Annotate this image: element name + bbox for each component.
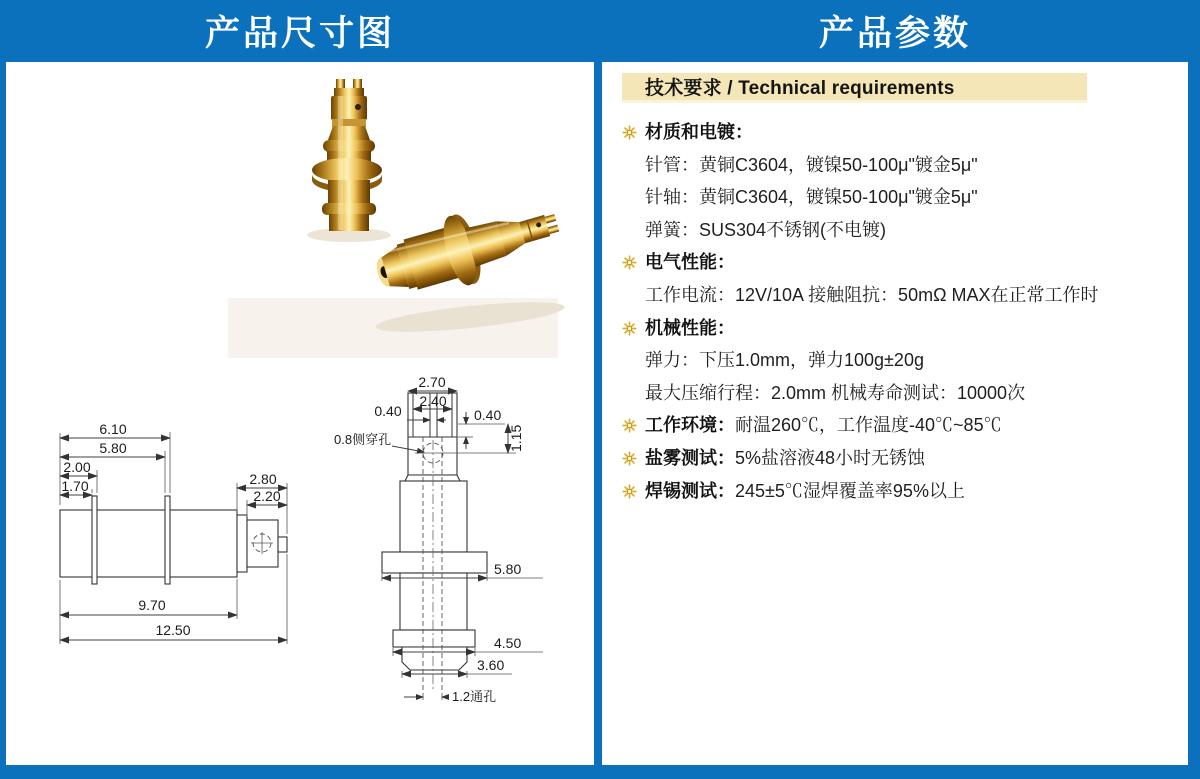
- dim-label: 5.80: [99, 440, 127, 456]
- dim-label: 4.50: [494, 635, 522, 651]
- spec-line: [622, 312, 1178, 345]
- dim-label: 2.20: [253, 488, 281, 504]
- dim-label: 0.40: [474, 407, 502, 423]
- technical-requirements-titlebar: 技术要求 / Technical requirements: [622, 73, 1087, 103]
- dim-label: 1.70: [61, 478, 89, 494]
- star-bullet: [622, 411, 637, 444]
- spec-text: 耐温260℃，工作温度-40℃~85℃: [735, 415, 1002, 436]
- dim-label: 12.50: [155, 622, 191, 638]
- spec-line: [622, 442, 1178, 475]
- spec-line: [622, 475, 1178, 508]
- spec-label: 电气性能：: [645, 252, 735, 273]
- spec-line: [622, 344, 1178, 377]
- star-bullet: [622, 444, 637, 477]
- spec-label: 材质和电镀：: [645, 122, 753, 142]
- front-view-drawing: [334, 374, 543, 704]
- dim-label: 6.10: [99, 421, 127, 437]
- left-section-title: 产品尺寸图: [204, 14, 395, 53]
- dim-label: 1.15: [508, 424, 524, 452]
- pogo-pin-vertical: [312, 79, 382, 231]
- spec-line: [622, 149, 1178, 182]
- spec-line: [622, 246, 1178, 279]
- spec-line: [622, 116, 1178, 149]
- spec-line: [622, 377, 1178, 410]
- spec-text: 最大压缩行程：2.0mm 机械寿命测试：10000次: [645, 382, 1026, 403]
- star-bullet-icon: [622, 255, 637, 270]
- star-bullet-icon: [622, 484, 637, 499]
- right-section-title: 产品参数: [818, 14, 971, 53]
- spec-text: 245±5℃湿焊覆盖率95%以上: [735, 480, 965, 501]
- spec-label: 盐雾测试：: [645, 447, 735, 468]
- pogo-pin-diagonal: [368, 188, 567, 308]
- dimension-diagram-art: [6, 62, 594, 765]
- side-view-drawing: [60, 421, 287, 644]
- spec-text: 5%盐溶液48小时无锈蚀: [735, 447, 926, 468]
- star-bullet-icon: [622, 321, 637, 336]
- star-bullet: [622, 477, 637, 510]
- spec-text: 针轴：黄铜C3604，镀镍50-100μ"镀金5μ": [645, 187, 978, 208]
- spec-text: 针管：黄铜C3604，镀镍50-100μ"镀金5μ": [645, 154, 978, 175]
- dim-label: 2.40: [419, 393, 447, 409]
- product-photo: [228, 79, 567, 358]
- spec-line: [622, 181, 1178, 214]
- dim-label: 3.60: [477, 657, 505, 673]
- spec-line: [622, 214, 1178, 247]
- spec-label: 工作环境：: [645, 415, 735, 436]
- spec-list: [622, 116, 1178, 507]
- spec-text: 工作电流：12V/10A 接触阻抗：50mΩ MAX在正常工作时: [645, 284, 1099, 305]
- dim-label: 2.70: [418, 374, 446, 390]
- bore-label: 1.2通孔: [452, 689, 497, 704]
- spec-text: 弹力：下压1.0mm，弹力100g±20g: [645, 350, 924, 371]
- spec-line: [622, 409, 1178, 442]
- star-bullet-icon: [622, 451, 637, 466]
- dim-label: 0.40: [374, 403, 402, 419]
- spec-label: 机械性能：: [645, 317, 735, 338]
- star-bullet-icon: [622, 125, 637, 140]
- dim-label: 9.70: [138, 597, 166, 613]
- dim-label: 2.00: [63, 459, 91, 475]
- star-bullet: [622, 248, 637, 281]
- star-bullet: [622, 314, 637, 347]
- parameters-panel: [602, 62, 1188, 765]
- dimension-diagram-panel: [6, 62, 594, 765]
- dim-label: 2.80: [249, 471, 277, 487]
- spec-text: 弹簧：SUS304不锈钢(不电镀): [645, 219, 887, 240]
- dim-label: 5.80: [494, 561, 522, 577]
- side-hole-label: 0.8侧穿孔: [334, 432, 392, 447]
- star-bullet: [622, 118, 637, 151]
- spec-line: [622, 279, 1178, 312]
- star-bullet-icon: [622, 418, 637, 433]
- spec-label: 焊锡测试：: [645, 480, 735, 501]
